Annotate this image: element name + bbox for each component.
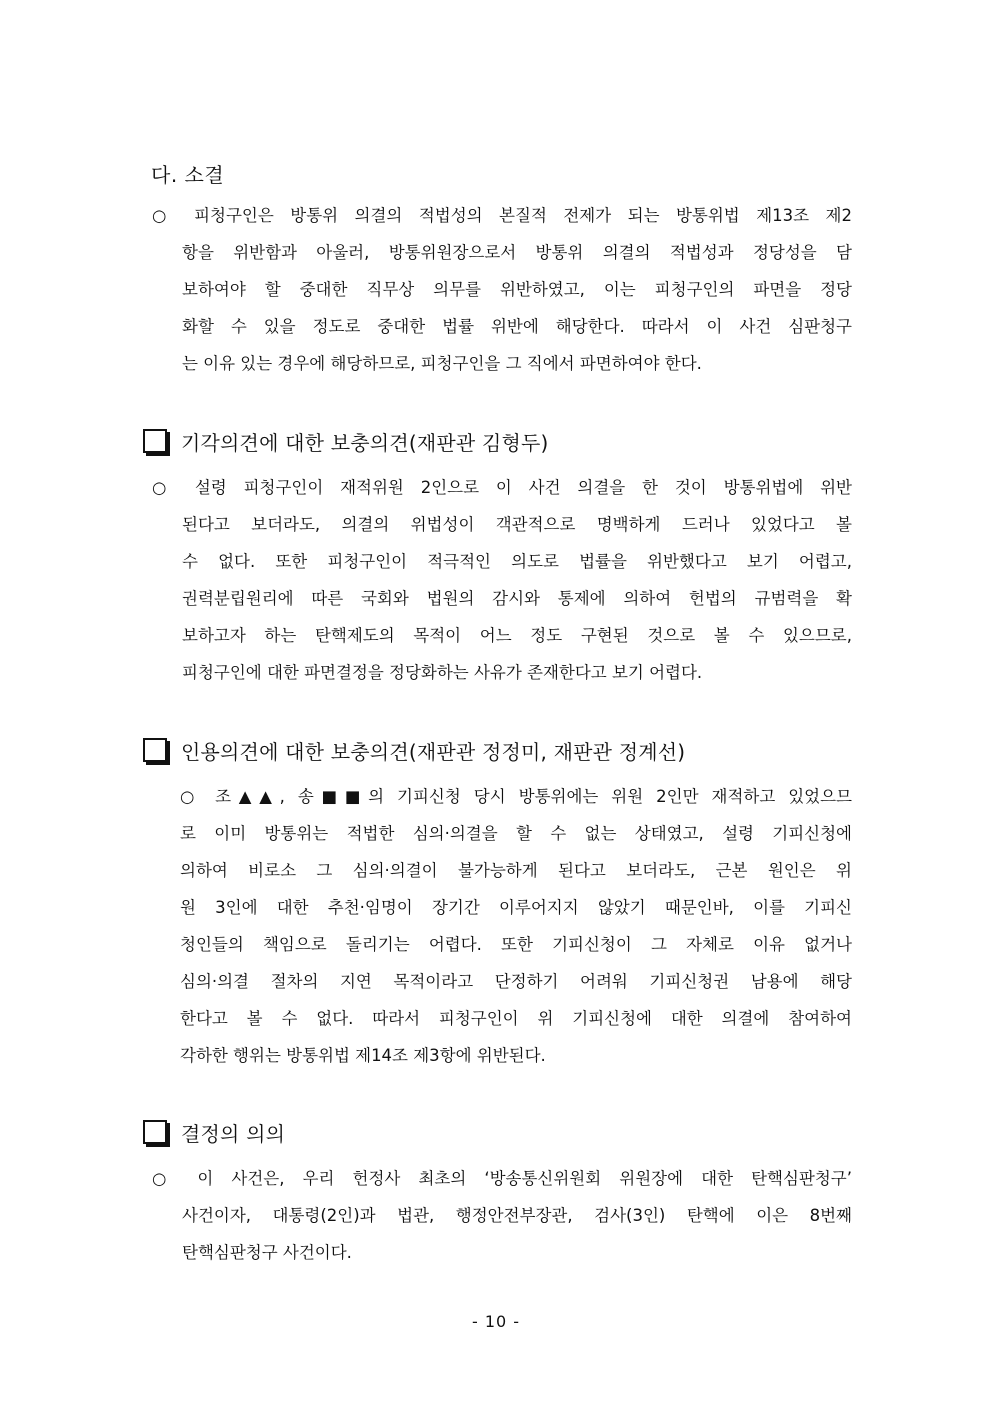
paragraph-line: ○ 이 사건은, 우리 헌정사 최초의 ‘방송통신위원회 위원장에 대한 탄핵심판청구’ xyxy=(152,1169,852,1188)
paragraph-line: 는 이유 있는 경우에 해당하므로, 피청구인을 그 직에서 파면하여야 한다. xyxy=(182,354,702,373)
paragraph-line: 심의·의결 절차의 지연 목적이라고 단정하기 어려워 기피신청권 남용에 해당 xyxy=(180,972,852,991)
paragraph-line: ○ 피청구인은 방통위 의결의 적법성의 본질적 전제가 되는 방통위법 제13조 제2 xyxy=(152,206,852,225)
paragraph-acceptance-opinion xyxy=(180,778,852,1074)
paragraph-line: 된다고 보더라도, 의결의 위법성이 객관적으로 명백하게 드러나 있었다고 볼 xyxy=(182,515,852,534)
section-title: 결정의 의의 xyxy=(181,1121,286,1146)
section-heading-acceptance-opinion xyxy=(143,733,685,767)
paragraph-line: 원 3인에 대한 추천·임명이 장기간 이루어지지 않았기 때문인바, 이를 기피신 xyxy=(180,898,852,917)
paragraph-line: 사건이자, 대통령(2인)과 법관, 행정안전부장관, 검사(3인) 탄핵에 이은 8번째 xyxy=(182,1206,852,1225)
paragraph-line: 피청구인에 대한 파면결정을 정당화하는 사유가 존재한다고 보기 어렵다. xyxy=(182,663,703,682)
checkbox-square-icon xyxy=(143,1120,167,1144)
paragraph-significance xyxy=(152,1160,852,1271)
checkbox-square-icon xyxy=(143,738,167,762)
section-heading-significance xyxy=(143,1115,285,1149)
paragraph-line: 화할 수 있을 정도로 중대한 법률 위반에 해당한다. 따라서 이 사건 심판청구 xyxy=(182,317,852,336)
paragraph-dismissal-opinion xyxy=(152,469,852,691)
paragraph-line: 의하여 비로소 그 심의·의결이 불가능하게 된다고 보더라도, 근본 원인은 위 xyxy=(180,861,852,880)
paragraph-line: 한다고 볼 수 없다. 따라서 피청구인이 위 기피신청에 대한 의결에 참여하여 xyxy=(180,1009,852,1028)
checkbox-square-icon xyxy=(143,429,167,453)
section-heading-dismissal-opinion xyxy=(143,424,549,458)
paragraph-conclusion xyxy=(152,197,852,382)
paragraph-line: 보하고자 하는 탄핵제도의 목적이 어느 정도 구현된 것으로 볼 수 있으므로, xyxy=(182,626,852,645)
paragraph-line: 항을 위반함과 아울러, 방통위원장으로서 방통위 의결의 적법성과 정당성을 담 xyxy=(182,243,852,262)
paragraph-line: 권력분립원리에 따른 국회와 법원의 감시와 통제에 의하여 헌법의 규범력을 확 xyxy=(182,589,852,608)
section-title: 기각의견에 대한 보충의견(재판관 김형두) xyxy=(181,430,549,455)
paragraph-line: 각하한 행위는 방통위법 제14조 제3항에 위반된다. xyxy=(180,1046,546,1065)
paragraph-line: ○ 조▲▲, 송■■의 기피신청 당시 방통위에는 위원 2인만 재적하고 있었으므 xyxy=(180,787,852,806)
paragraph-line: 청인들의 책임으로 돌리기는 어렵다. 또한 기피신청이 그 자체로 이유 없거나 xyxy=(180,935,852,954)
paragraph-line: 탄핵심판청구 사건이다. xyxy=(182,1243,352,1262)
paragraph-line: 수 없다. 또한 피청구인이 적극적인 의도로 법률을 위반했다고 보기 어렵고, xyxy=(182,552,852,571)
paragraph-line: 로 이미 방통위는 적법한 심의·의결을 할 수 없는 상태였고, 설령 기피신청에 xyxy=(180,824,852,843)
paragraph-line: 보하여야 할 중대한 직무상 의무를 위반하였고, 이는 피청구인의 파면을 정당 xyxy=(182,280,852,299)
paragraph-line: ○ 설령 피청구인이 재적위원 2인으로 이 사건 의결을 한 것이 방통위법에 위반 xyxy=(152,478,852,497)
page-number: - 10 - xyxy=(471,1312,521,1331)
section-title: 인용의견에 대한 보충의견(재판관 정정미, 재판관 정계선) xyxy=(181,739,686,764)
subsection-heading: 다. 소결 xyxy=(151,163,225,187)
